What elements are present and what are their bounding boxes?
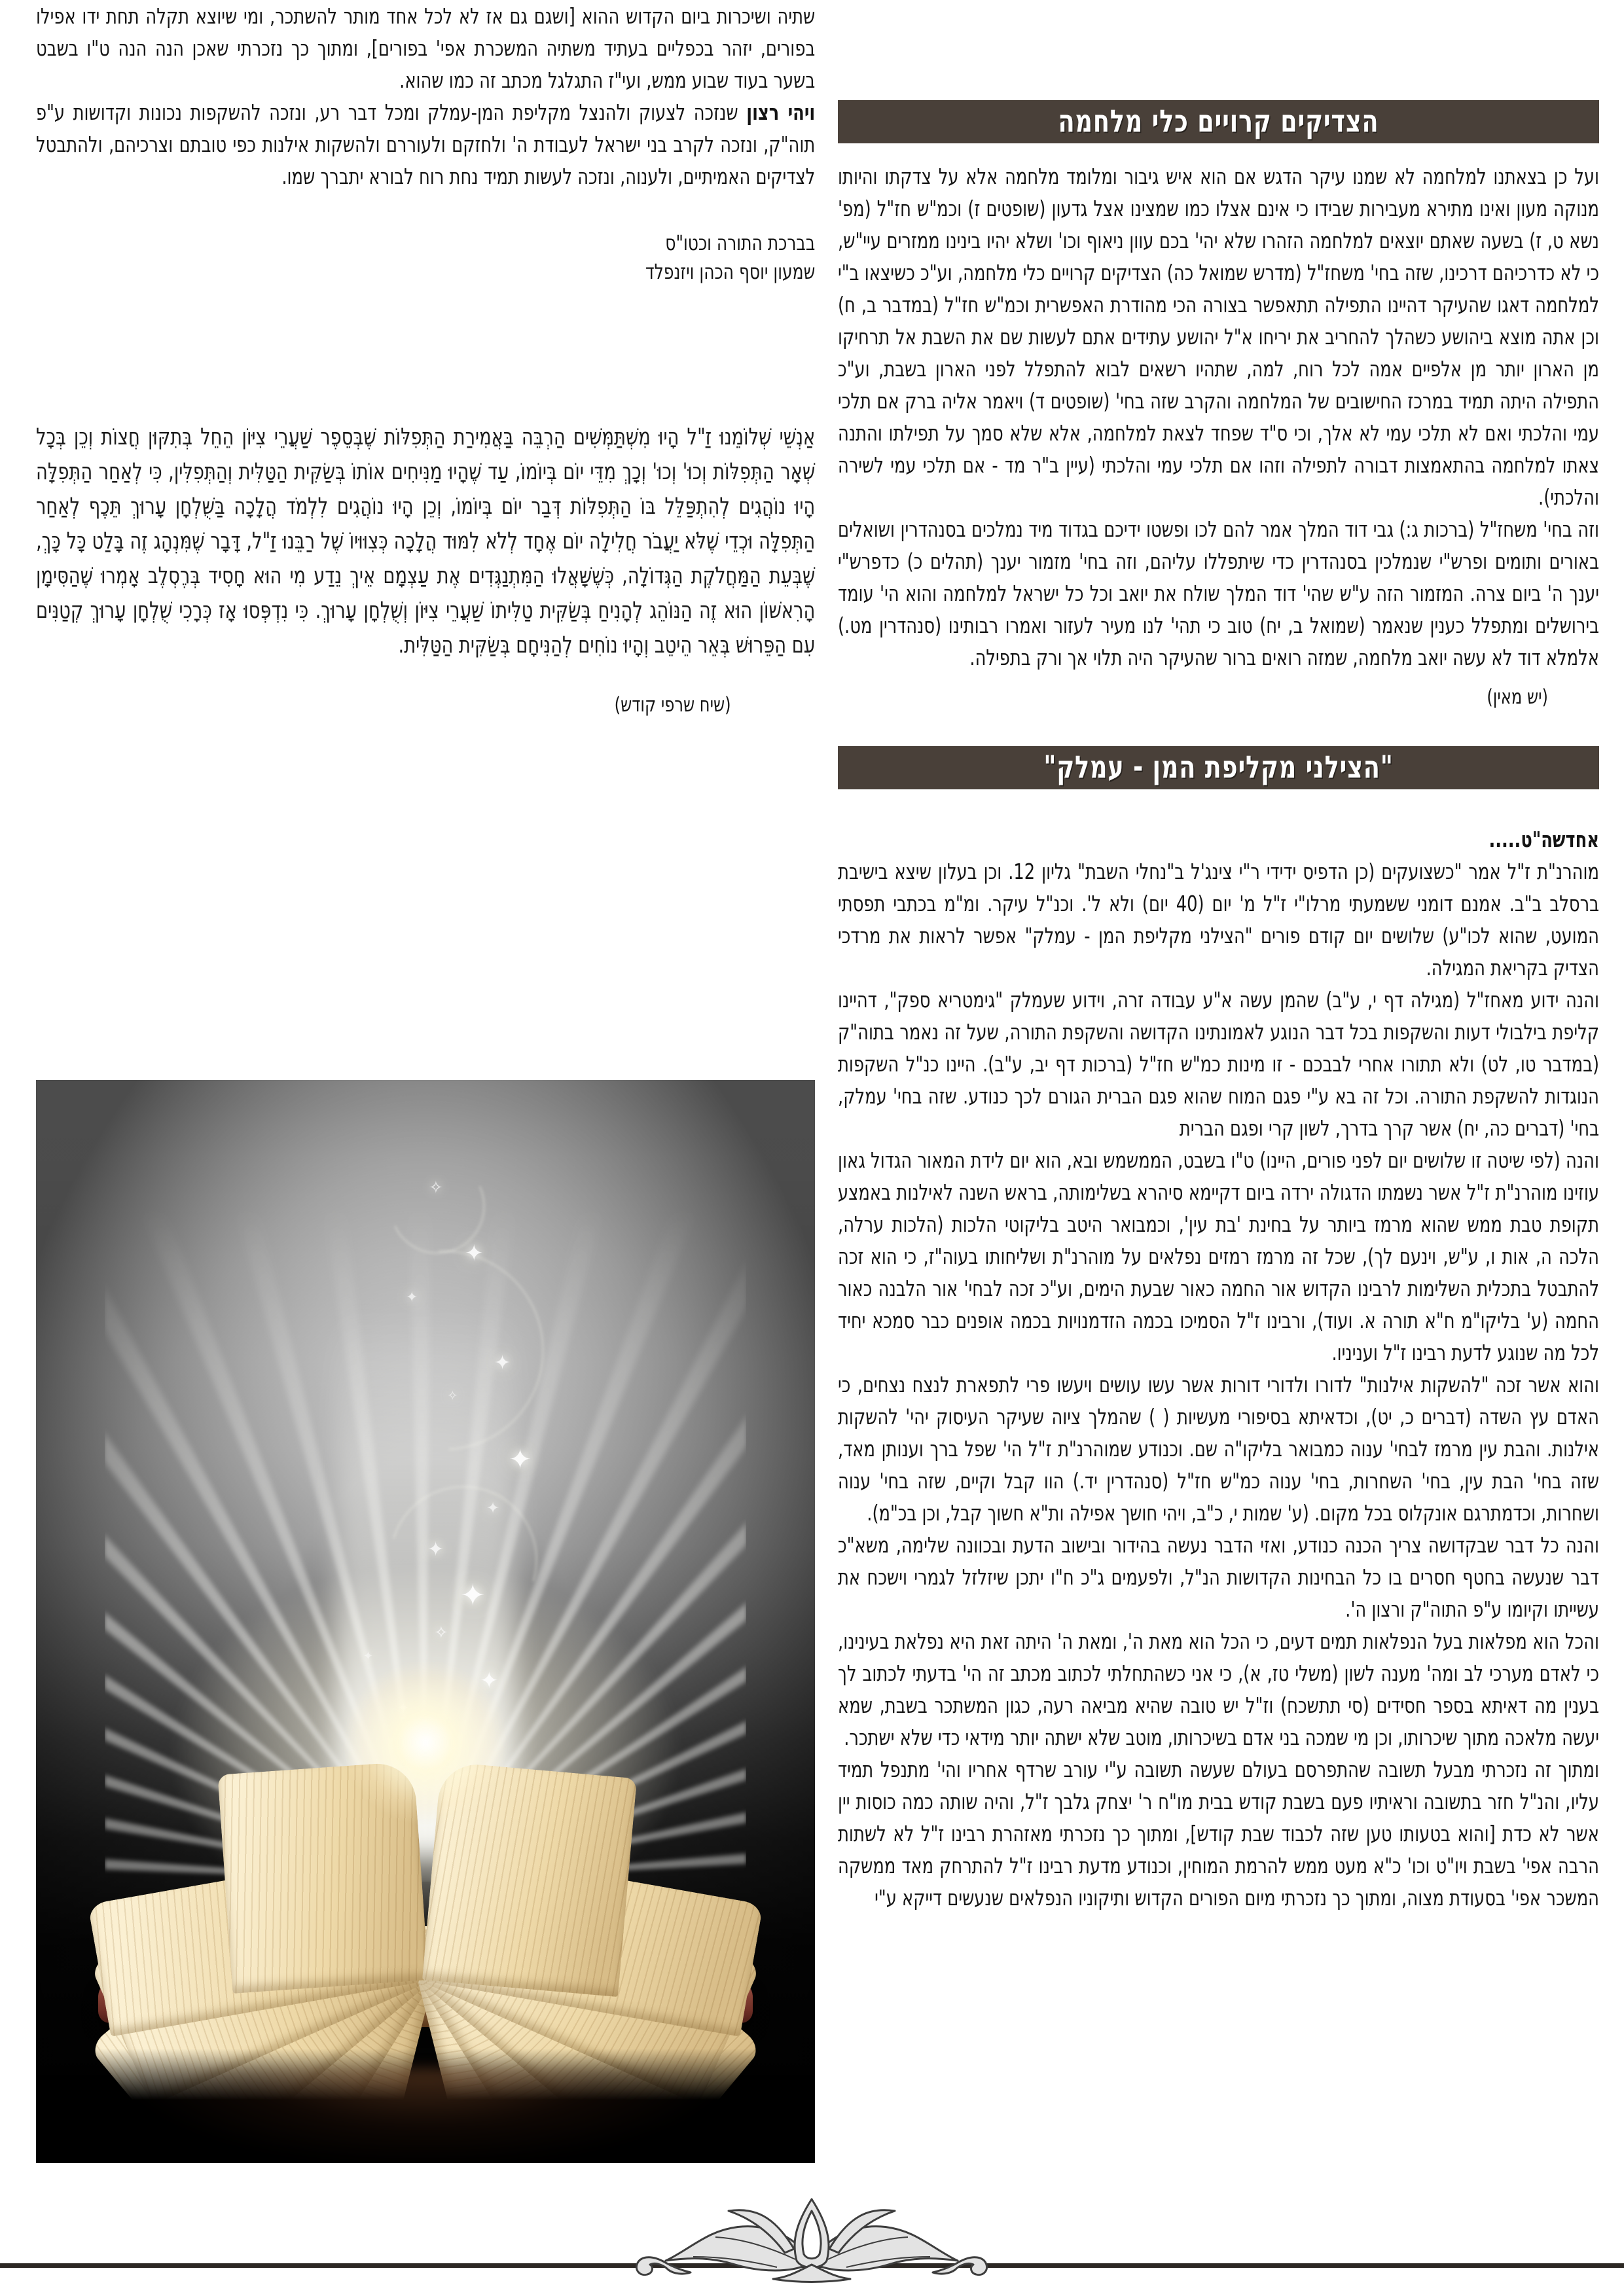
section1-source: (יש מאין) — [1487, 685, 1548, 709]
section1-paragraph: ועל כן בצאתנו למלחמה לא שמנו עיקר הדגש אם הוא איש גיבור ומלומד מלחמה אלא על צדקתו והיותו מנוקה מעון ואינו מתירא מעבירות שבידו כי אינם אצלו כמו שמצינו אצל גדעון (שופטים ז) וכמ"ש חז"ל (מפ' נשא ט, ז) בשעה שאתם יוצאים למלחמה הזהרו שלא יהי' בכם עוון ניאוף וכו' ושלא יהיו בינינו ממזרים עיי"ש, כי לא כדרכיהם דרכינו, שזה בחי' משחז"ל (מדרש שמואל כה) הצדיקים קרויים כלי מלחמה, וע"כ כשיצאו ב"י למלחמה דאגו שהעיקר דהיינו התפילה תתאפשר בצורה הכי מהודרת האפשרית וכמ"ש חז"ל (במדבר ב, ח) וכן אתה מוצא ביהושע כשהלך להחריב את יריחו א"ל יהושע עתידים אתם לעשות שם את השבת אל תרחיקו מן הארון יותר מן אלפיים אמה לכל רוח, למה, שתהיו רשאים לבוא להתפלל לפני הארון בשבת, וע"כ התפילה היתה תמיד במרכז החישובים של המלחמה והקרב שזה בחי' (שופטים ד) ויאמר אליה ברק אם תלכי עמי והלכתי ואם לא תלכי עמי לא אלך, וכי ס"ד שפחד לצאת למלחמה, אלא שלא סמך על תפילתו והתנה צאתו למלחמה בהתאמצות דבורה לתפילה וזהו אם תלכי עמי והלכתי (עיין ב"ר מד - אם תלכי עמי לשירה והלכתי). — [838, 164, 1599, 510]
section2-greeting: אחדשה"ט..... — [1489, 827, 1599, 852]
blessing-text: שנזכה לצעוק ולהנצל מקליפת המן-עמלק ומכל דבר רע, ונזכה להשקפות נכונות וקדושות ע"פ תוה"ק, ונזכה לקרב בני ישראל לעבודת ה' ולחזקם ולעוררם ולהשקות אילנות כפי טובתם וצרכיהם, ולהתבטל לצדיקים האמיתיים, ולענוה, ונזכה לעשות תמיד נחת רוח לבורא יתברך שמו. — [36, 99, 816, 189]
signature-line2: שמעון יוסף הכהן ויזנפלד — [645, 259, 816, 284]
sparkle-icon — [509, 1443, 532, 1475]
sparkle-icon — [460, 1577, 486, 1613]
sparkle-icon — [427, 1538, 444, 1561]
column-left — [36, 0, 815, 721]
section2-paragraph: והנה (לפי שיטה זו שלושים יום לפני פורים, היינו) ט"ו בשבט, הממשמש ובא, הוא יום לידת המאור הגדול גאון עוזינו מוהרנ"ת ז"ל אשר נשמתו הדגולה ירדה ביום דקיימא סיהרא בשלימותה, בראש השנה לאילנות באמצע תקופת טבת ממש שהוא מרמז ביותר על בחינת 'בת עין', וכמבואר היטב בליקוטי הלכות (הלכות ערלה, הלכה ה, אות ו, ע"ש, וינעם לך), שכל זה מרמז רמזים נפלאים על מוהרנ"ת ושליחותו בעוה"ז, כי הוא זכה להתבטל בתכלית השלימות לרבינו הקדוש אור החמה כאור שבעת הימים, וע"כ זכה לבחי' אור הלבנה כאור החמה (ע' בליקו"מ ח"א תורה א. ועוד), ורבינו ז"ל הסמיכו בכמה הזדמנויות בכמה אופנים כבר סמכא יחיד לכל מה שנוגע לדעת רבינו ז"ל ועניניו. — [838, 1147, 1599, 1365]
section1-paragraph: וזה בחי' משחז"ל (ברכות ג:) גבי דוד המלך אמר להם לכו ופשטו ידיכם בגדוד מיד נמלכים בסנהדרין ושואלים באורים ותומים ופרש"י שנמלכין בסנהדרין כדי שיתפללו עליהם, וזה בחי' מזמור יענך (תהלים כ) כדפרש"י יענך ה' ביום צרה. המזמור הזה ע"ש שהי' דוד המלך שולח את יואב וכל כל ישראל למלחמה והוא הי' עומד בירושלים ומתפלל כענין שנאמר (שמואל ב, יח) טוב כי תהי' לנו מעיר לעזור ואמרו רבותינו (סנהדרין מט.) אלמלא דוד לא עשה יואב מלחמה, שמזה רואים ברור שהעיקר היה תלוי אך ורק בתפילה. — [838, 516, 1599, 670]
book-center-flare — [344, 1660, 507, 1824]
section2-title: "הצילני מקליפת המן - עמלק" — [1043, 749, 1394, 785]
open-book-photo — [36, 1080, 815, 2163]
sparkle-icon — [406, 1289, 418, 1306]
sparkle-icon — [447, 1388, 458, 1403]
section2-paragraph: מוהרנ"ת ז"ל אמר "כשצועקים (כן הדפיס ידידי ר"י צינג'ל ב"נחלי השבת" גליון 12. וכן בעלון שיצא בישיבת ברסלב ב"ב. אמנם דומני ששמעתי מרלו"י ז"ל מ' יום (40 יום) ולא ל'. וכנ"ל עיקר. ומ"מ בכתבי תפסתי המועט, שהוא לכו"ע) שלושים יום קודם פורים "הצילני מקליפת המן - עמלק" אפשר לראות את מרדכי הצדיק בקריאת המגילה. — [838, 859, 1600, 980]
open-book — [98, 1685, 753, 2065]
signature-line1: בברכת התורה וכטו"ס — [665, 230, 816, 255]
section2-paragraph: והוא אשר זכה "להשקות אילנות" לדורו ולדורי דורות אשר עשו עושים ויעשו פרי לתפארת לנצח נצחים, כי האדם עץ השדה (דברים כ, יט), וכדאיתא בסיפורי מעשיות ( ) שהמלך ציוה שעיקר העיסוק יהי' להשקות אילנות. והבת עין מרמז לבחי' ענוה כמבואר בליקו"ה שם. וכנודע שמוהרנ"ת ז"ל הי' שפל ברך וענותן מאד, שזה בחי' הבת עין, בחי' השחרות, בחי' ענוה כמ"ש חז"ל (סנהדרין יד.) הוו קבל וקיים, שזה בחי' ענוה ושחרות, וכדמתרגם אונקלוס בכל מקום. (ע' שמות י, כ"ב, ויהי חושך אפילה ות"א חשוך קבל, וכן בכ"מ). — [838, 1372, 1599, 1526]
section2-paragraph: והכל הוא מפלאות בעל הנפלאות תמים דעים, כי הכל הוא מאת ה', ומאת ה' היתה זאת היא נפלאת בעינינו, כי לאדם מערכי לב ומה' מענה לשון (משלי טז, א), כי אני כשהתחלתי לכתוב מכתב זה הי' בדעתי לכתוב לך בענין מה דאיתא בספר חסידים (סי תתשכח) וז"ל יש טובה שהיא מביאה רעה, כגון המשתכר בשבת, שמא יעשה מלאכה מתוך שיכרותו, וכן מי שמכה בני אדם בשיכרותו, מוטב שלא ישתה יותר מידאי כדי שלא ישתכר. — [838, 1628, 1599, 1750]
blessing-paragraph — [36, 96, 815, 192]
sparkle-icon — [494, 1352, 511, 1374]
section1-title: הצדיקים קרויים כלי מלחמה — [1058, 103, 1379, 139]
sparkle-icon — [465, 1240, 484, 1266]
quote-source: (שיח שרפי קודש) — [614, 693, 731, 717]
quoted-nikud-paragraph: אַנְשֵׁי שְׁלוֹמֵנוּ זַ"ל הָיוּ מִשְׁתַּמְּשִׁים הַרְבֵּה בַּאֲמִירַת הַתְּפִלּוֹת שֶׁבְּסֵפֶר שַׁעֲרֵי צִיּוֹן הֵחֵל בְּתִקּוּן חֲצוֹת וְכֵן בְּכָל שְׁאָר הַתְּפִלּוֹת וְכוּ' וְכוּ' וְכָךְ מִדֵּי יוֹם בְּיוֹמוֹ, עַד שֶׁהָיוּ מַנִּיחִים אוֹתוֹ בְּשַׂקִּית הַטַּלִּית וְהַתְּפִלִּין, כִּי לְאַחַר הַתְּפִלָּה הָיוּ נוֹהֲגִים לְהִתְפַּלֵּל בּוֹ הַתְּפִלּוֹת דְּבַר יוֹם בְּיוֹמוֹ, וְכֵן הָיוּ נוֹהֲגִים לִלְמֹד הֲלָכָה בַּשֻּׁלְחָן עָרוּךְ תֵּכֶף לְאַחַר הַתְּפִלָּה וּכְדֵי שֶׁלֹּא יַעֲבֹר חֲלִילָה יוֹם אֶחָד לְלֹא לִמּוּד הֲלָכָה כְּצִוּוּיוֹ שֶׁל רַבֵּנוּ זַ"ל, דָּבָר שֶׁמִּנְהָג זֶה בָּלַט כָּל כָּךְ, שֶׁבְּעֵת הַמַּחֲלֹקֶת הַגְּדוֹלָה, כְּשֶׁשָּׁאֲלוּ הַמִּתְנַגְּדִים אֶת עַצְמָם אֵיךְ נֵדַע מִי הוּא חָסִיד בְּרֶסְלֶב אָמְרוּ שֶׁהַסִּימָן הָרִאשׁוֹן הוּא זֶה הַנּוֹהֵג לְהָנִיחַ בְּשַׂקִּית טַלִּיתוֹ שַׁעֲרֵי צִיּוֹן וְשֻׁלְחָן עָרוּךְ. כִּי נִדְפְּסוּ אָז כְּרָכִי שֻׁלְחָן עָרוּךְ קְטַנִּים עִם הַפֵּרוּשׁ בְּאֵר הֵיטֵב וְהָיוּ נוֹחִים לְהַנִּיחָם בְּשַׂקִּית הַטַּלִּית. — [36, 424, 816, 658]
continuation-paragraph: שתיה ושיכרות ביום הקדוש ההוא [ושגם גם אז לא לכל אחד מותר להשתכר, ומי שיוצא תקלה תחת ידו אפילו בפורים, יזהר בכפליים בעתיד משתיה המשכרת אפי' בפורים], ומתוך כך נזכרתי שאכן הנה הנה ט"ו בשבט בשער בעוד שבוע ממש, ועי"ז התגלגל מכתב זה כמו שהוא. — [36, 3, 816, 93]
column-right — [838, 0, 1599, 1914]
sparkle-icon — [486, 1499, 499, 1517]
section2-paragraph: והנה כל דבר שבקדושה צריך הכנה כנודע, ואזי הדבר נעשה בהידור ובישוב הדעת ובכוונה שלימה, משא"כ דבר שנעשה בחטף חסרים בו כל הבחינות הקדושות הנ"ל, ולפעמים ג"כ ח"ו יתכן שיזלזל לגמרי וישכח את עשייתו וקיומו ע"פ התוה"ק ורצון ה'. — [838, 1532, 1599, 1622]
sparkle-icon — [429, 1178, 443, 1198]
book-reflection — [124, 2068, 727, 2163]
sparkle-icon — [434, 1623, 448, 1643]
footer-ornament — [630, 2197, 993, 2286]
section2-paragraph: והנה ידוע מאחז"ל (מגילה דף י, ע"ב) שהמן עשה א"ע עבודה זרה, וידוע שעמלק "גימטריא ספק", דהיינו קליפת בילבולי דעות והשקפות בכל דבר הנוגע לאמונתינו הקדושה והשקפת התורה, שעל זה נאמר בתוה"ק (במדבר טו, לט) ולא תתורו אחרי לבבכם - זו מינות כמ"ש חז"ל (ברכות דף יב, ע"ב). היינו כנ"ל השקפות הנוגדות להשקפת התורה. וכל זה בא ע"י פגם המוח שהוא פגם הברית הגורם לכך כנודע. שזה בחי' עמלק, בחי' (דברים כה, יח) אשר קרך בדרך, לשון קרי ופגם הברית — [838, 987, 1599, 1141]
blessing-lead: ויהי רצון — [746, 99, 816, 125]
signature-block — [36, 228, 815, 286]
section2-header — [838, 746, 1599, 789]
section1-header — [838, 100, 1599, 143]
section2-paragraph: ומתוך זה נזכרתי מבעל תשובה שהתפרסם בעולם שעשה תשובה ע"י עורב שרדף אחריו והי' מתנפל תמיד עליו, והנ"ל חזר בתשובה וראיתיו פעם בשבת קודש בבית מו"ח ר' יצחק גלבך ז"ל, והיה שותה כמה כוסות יין אשר לא כדת [והוא בטעותו טען שזה לכבוד שבת קודש], ומתוך כך נזכרתי מאזהרת רבינו ז"ל לא לשתות הרבה אפי' בשבת ויו"ט וכו' כ"א מעט ממש להרמת המוחין, וכנודע מדעת רבינו ז"ל להתרחק מאד ממשקה המשכר אפי' בסעודת מצוה, ומתוך כך נזכרתי מיום הפורים הקדוש ותיקוניו הנפלאים שנעשים דייקא ע"י — [838, 1757, 1599, 1910]
